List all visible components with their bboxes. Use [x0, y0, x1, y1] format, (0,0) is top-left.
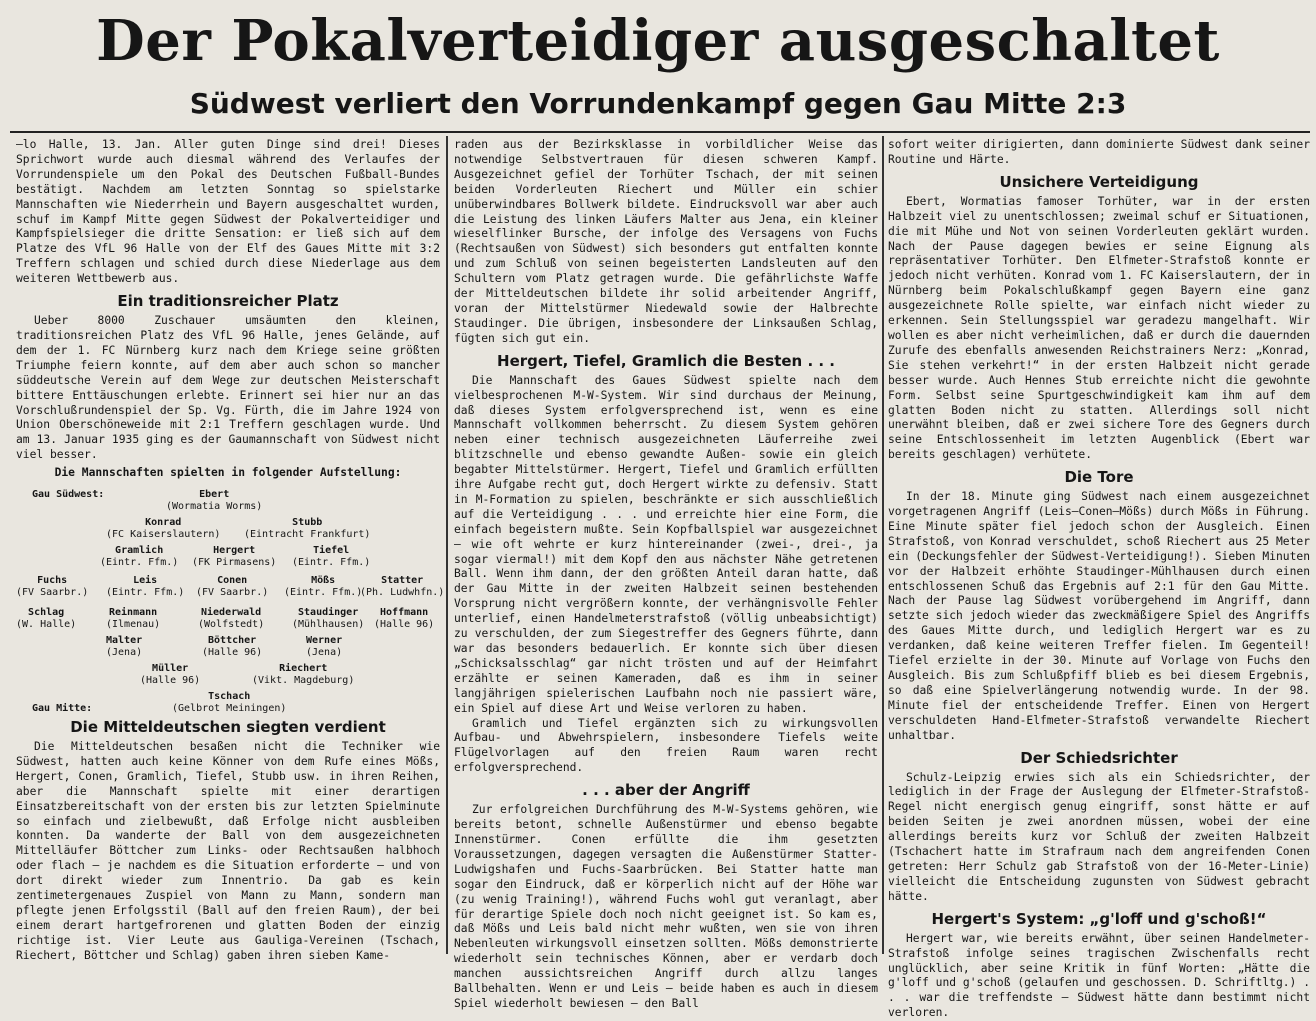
- player-club: (Jena): [306, 647, 343, 659]
- section-heading: Hergert's System: „g'loff und g'schoß!“: [931, 909, 1267, 928]
- column-rule-2: [882, 136, 884, 954]
- lineup-player: [16, 607, 76, 631]
- player-name: Statter: [381, 575, 424, 587]
- lineup-player: [16, 575, 88, 599]
- player-club: (Eintr. Ffm.): [292, 557, 371, 569]
- player-name: Reinmann: [109, 607, 158, 619]
- header-rule: [10, 131, 1310, 133]
- player-club: (Wolfstedt): [198, 619, 265, 631]
- player-club: (FV Saarbr.): [196, 587, 269, 599]
- article-paragraph: —lo Halle, 13. Jan. Aller guten Dinge sind drei! Dieses Sprichwort wurde auch diesmal während des Verlaufes der Vorrundenspiele um den Pokal des Deutschen Fußball-Bundes bestätigt. Nachdem am letzten Sonntag so spielstarke Mannschaften wie Niederrhein und Bayern ausgeschaltet wurden, schuf im Kampf Mitte gegen Südwest der Pokalverteidiger und Kampfspielsieger die dritte Sensation: er ließ sich auf dem Platze des VfL 96 Halle von der Elf des Gaues Mitte mit 3:2 Treffern schlagen und schied durch diese Niederlage aus dem weiteren Wettbewerb aus.: [16, 138, 440, 286]
- team-label-mitte: Gau Mitte:: [32, 703, 93, 715]
- player-name: Böttcher: [208, 635, 257, 647]
- player-name: Fuchs: [37, 575, 68, 587]
- article-paragraph: Ebert, Wormatias famoser Torhüter, war in der ersten Halbzeit viel zu unentschlossen; zweimal schuf er Situationen, die mit Mühe und Not von seinen Vorderleuten geklärt wurden. Nach der Pause dagegen bewies er seine Eignung als repräsentativer Torhüter. Den Elfmeter-Strafstoß konnte er jedoch nicht verhüten. Konrad vom 1. FC Kaiserslautern, der in Nürnberg beim Pokalschlußkampf gegen Bayern eine ganz ausgezeichnete Rolle spielte, war einfach nicht wieder zu erkennen. Sein Stellungsspiel war geradezu mangelhaft. Wir wollen es aber nicht verheimlichen, daß er durch die dauernden Zurufe des ebenfalls anwesenden Reichstrainers Nerz: „Konrad, Sie stehen verkehrt!“ in der ersten Halbzeit nicht gerade besser wurde. Auch Hennes Stub erreichte nicht die gewohnte Form. Selbst seine Spurtgeschwindigkeit kam ihm auf dem glatten Boden nicht zu statten. Allerdings soll nicht unerwähnt bleiben, daß er zwei sichere Tore des Gegners durch seine Entschlossenheit im letzten Augenblick (Ebert war bereits geschlagen) verhütete.: [888, 194, 1310, 462]
- player-name: Gramlich: [115, 545, 164, 557]
- player-name: Leis: [133, 575, 158, 587]
- lineup-player: [292, 545, 370, 569]
- player-club: (Wormatia Worms): [166, 501, 263, 513]
- player-club: (Eintracht Frankfurt): [244, 529, 371, 541]
- article-paragraph: Die Mitteldeutschen besaßen nicht die Techniker wie Südwest, hatten auch keine Könner von dem Rufe eines Mößs, Hergert, Conen, Gramlich, Tiefel, Stubb usw. in ihren Reihen, aber die Mannschaft spielte mit einer derartigen Einsatzbereitschaft von der ersten bis zur letzten Spielminute so einfach und zielbewußt, daß Erfolge nicht ausbleiben konnten. Da wanderte der Ball von dem ausgezeichneten Mittelläufer Böttcher zum Links- oder Rechtsaußen halbhoch oder flach — je nachdem es die Situation erforderte — und von dort direkt wieder zum Innentrio. Da gab es kein zentimetergenaues Zuspiel von Mann zu Mann, sondern man pflegte jenen Erfolgsstil (Ball auf den freien Raum), der bei einem derart hartgefrorenen und glatten Boden der einzig richtige ist. Vier Leute aus Gauliga-Vereinen (Tschach, Riechert, Böttcher und Schlag) gaben ihren sieben Kame-: [16, 740, 440, 962]
- lineup-player: [202, 635, 262, 659]
- lineup-player: [106, 517, 220, 541]
- player-club: (Ph. Ludwhfn.): [360, 587, 445, 599]
- column-1: [16, 138, 445, 962]
- article-paragraph: Die Mannschaft des Gaues Südwest spielte nach dem vielbesprochenen M-W-System. Wir sind durchaus der Meinung, daß dieses System erfolgversprechend ist, wenn es eine Mannschaft vollkommen beherrscht. Zu diesem System gehören neben einer technisch ausgezeichneten Läuferreihe zwei blitzschnelle und ebenso gewandte Außen- sowie ein gleich begabter Mittelstürmer. Hergert, Tiefel und Gramlich erfüllten ihre Aufgabe recht gut, doch Hergert wirkte zu defensiv. Statt in M-Formation zu spielen, beschränkte er sich ausschließlich auf die Verteidigung . . . und erreichte hier eine Form, die einfach begeistern mußte. Sein Kopfballspiel war ausgezeichnet — wie oft wehrte er kurz hintereinander (zwei-, drei-, ja sogar viermal!) mit dem Kopf den aus nächster Nähe getretenen Ball. Wenn ihm dann, der den größten Anteil daran hatte, daß der Gau Mitte in der zweiten Halbzeit seinen bestehenden Vorsprung nicht vergrößern konnte, der verhängnisvolle Fehler unterlief, einen Handelmeterstrafstoß (völlig unbeabsichtigt) zu verschulden, der zum Siegestreffer des Gegners führte, dann war das besonders bedauerlich. Er konnte sich über diesen „Schicksalsschlag“ gar nicht trösten und auf der Heimfahrt erzählte er seinen Kameraden, daß es ihm in seiner langjährigen spielerischen Laufbahn noch nie passiert wäre, ein Spiel auf diese Art und Weise verloren zu haben.: [454, 373, 878, 715]
- article-paragraph: Ueber 8000 Zuschauer umsäumten den kleinen, traditionsreichen Platz des VfL 96 Halle, jenes Gelände, auf dem der 1. FC Nürnberg kurz nach dem Kriege seine größten Triumphe feiern konnte, auf dem aber auch schon so mancher süddeutsche Verein auf dem Wege zur deutschen Meisterschaft bittere Enttäuschungen erlebte. Erinnert sei hier nur an das Vorschlußrundenspiel der Sp. Vg. Fürth, die im Jahre 1924 von Union Oberschöneweide mit 2:1 Treffern geschlagen wurde. Und am 13. Januar 1935 ging es der Gaumannschaft von Südwest nicht viel besser.: [16, 314, 440, 462]
- player-name: Niederwald: [201, 607, 262, 619]
- player-club: (Halle 96): [374, 619, 435, 631]
- lineup-player: [166, 489, 262, 513]
- player-name: Werner: [306, 635, 343, 647]
- lineup-player: [140, 663, 200, 687]
- lineup-intro: Die Mannschaften spielten in folgender Aufstellung:: [54, 466, 402, 480]
- lineup-player: [196, 575, 268, 599]
- lineup-player: [252, 663, 354, 687]
- column-rule-1: [446, 136, 448, 954]
- article-paragraph: Zur erfolgreichen Durchführung des M-W-Systems gehören, wie bereits betont, schnelle Außenstürmer und ebenso begabte Innenstürmer. Conen erfüllte die ihm gesetzten Voraussetzungen, dagegen versagten die Außenstürmer Statter-Ludwigshafen und Fuchs-Saarbrücken. Bei Statter hatte man sogar den Eindruck, daß er körperlich nicht auf der Höhe war (zu wenig Training!), während Fuchs wohl gut veranlagt, aber für derartige Spiele doch noch nicht geeignet ist. So kam es, daß Mößs und Leis bald nicht mehr wußten, wen sie von ihren Nebenleuten wirkungsvoll einsetzen sollten. Mößs demonstrierte wiederholt sein technisches Können, aber er verdarb doch manchen aussichtsreichen Angriff durch allzu langes Ballbehalten. Wenn er und Leis — beide haben es auch in diesem Spiel wiederholt bewiesen — den Ball: [454, 803, 878, 1010]
- lineup-player: [192, 545, 276, 569]
- player-club: (Eintr. Ffm.): [100, 557, 179, 569]
- player-club: (FK Pirmasens): [192, 557, 277, 569]
- player-club: (Mühlhausen): [292, 619, 365, 631]
- section-heading: Unsichere Verteidigung: [999, 172, 1199, 191]
- section-heading: . . . aber der Angriff: [582, 781, 750, 800]
- team-label-suedwest: Gau Südwest:: [32, 489, 105, 501]
- section-heading: Die Mitteldeutschen siegten verdient: [70, 718, 386, 737]
- player-club: (Eintr. Ffm.): [284, 587, 363, 599]
- player-club: (Ilmenau): [106, 619, 161, 631]
- player-name: Staudinger: [298, 607, 359, 619]
- headline: Der Pokalverteidiger ausgeschaltet: [96, 8, 1220, 74]
- player-name: Stubb: [292, 517, 323, 529]
- lineup-player: [198, 607, 264, 631]
- player-name: Hergert: [213, 545, 256, 557]
- player-club: (Halle 96): [202, 647, 263, 659]
- team-lineup: [16, 487, 445, 715]
- player-name: Konrad: [145, 517, 182, 529]
- player-club: (FC Kaiserslautern): [106, 529, 221, 541]
- player-name: Conen: [217, 575, 248, 587]
- lineup-player: [306, 635, 342, 659]
- player-name: Ebert: [199, 489, 230, 501]
- column-3: [888, 138, 1310, 1020]
- player-name: Mößs: [311, 575, 336, 587]
- lineup-player: [106, 607, 160, 631]
- player-name: Müller: [152, 663, 189, 675]
- section-heading: Der Schiedsrichter: [1020, 748, 1178, 767]
- player-name: Tiefel: [313, 545, 350, 557]
- lineup-player: [360, 575, 444, 599]
- article-paragraph: In der 18. Minute ging Südwest nach einem ausgezeichnet vorgetragenen Angriff (Leis—Conen—Mößs) durch Mößs in Führung. Eine Minute später fiel jedoch schon der Ausgleich. Einen Strafstoß, von Konrad verschuldet, schoß Riechert aus 25 Meter ein (Deckungsfehler der Südwest-Verteidigung!). Sieben Minuten vor der Halbzeit erhöhte Staudinger-Mühlhausen durch einen entschlossenen Schuß das Ergebnis auf 2:1 für den Gau Mitte. Nach der Pause lag Südwest vorübergehend im Angriff, dann setzte sich jedoch wieder das zweckmäßigere Spiel des Angriffs des Gaues Mitte durch, und lediglich Hergert war es zu verdanken, daß keine weiteren Treffer fielen. Im Gegenteil! Tiefel erzielte in der 30. Minute auf Vorlage von Fuchs den Ausgleich. Bis zum Schlußpfiff blieb es bei diesem Ergebnis, so daß eine Spielverlängerung notwendig wurde. In der 98. Minute fiel der entscheidende Treffer. Einen von Hergert verschuldeten Hand-Elfmeter-Strafstoß verwandelte Riechert unhaltbar.: [888, 490, 1310, 742]
- player-name: Malter: [106, 635, 143, 647]
- lineup-player: [244, 517, 370, 541]
- article-paragraph: Hergert war, wie bereits erwähnt, über seinen Handelmeter-Strafstoß infolge seines tragischen Zwischenfalls recht unglücklich, aber seine Kritik in fünf Worten: „Hätte die g'loff und g'schoß (gelaufen und geschossen. D. Schriftltg.) . . . war die treffendste — Südwest hätte dann bestimmt nicht verloren.: [888, 931, 1310, 1020]
- article-paragraph: Schulz-Leipzig erwies sich als ein Schiedsrichter, der lediglich in der Frage der Auslegung der Elfmeter-Strafstoß-Regel nicht energisch genug eingriff, sonst hätte er auf beiden Seiten je zwei anordnen müssen, wobei der eine allerdings bereits kurz vor Schluß der zweiten Halbzeit (Tschachert hatte im Strafraum nach dem angreifenden Conen getreten: Herr Schulz gab Strafstoß von der 16-Meter-Linie) vielleicht die Entscheidung zugunsten von Südwest gebracht hätte.: [888, 770, 1310, 903]
- section-heading: Hergert, Tiefel, Gramlich die Besten . . .: [497, 351, 835, 370]
- article-paragraph: Gramlich und Tiefel ergänzten sich zu wirkungsvollen Aufbau- und Abwehrspielern, insbesondere Tiefels weite Flügelvorlagen auf den freien Raum waren recht erfolgversprechend.: [454, 716, 878, 775]
- article-paragraph: sofort weiter dirigierten, dann dominierte Südwest dank seiner Routine und Härte.: [888, 138, 1310, 166]
- player-club: (Vikt. Magdeburg): [252, 675, 355, 687]
- player-club: (Gelbrot Meiningen): [172, 703, 287, 715]
- player-name: Schlag: [28, 607, 65, 619]
- lineup-player: [374, 607, 434, 631]
- lineup-player: [292, 607, 364, 631]
- subheadline: Südwest verliert den Vorrundenkampf gegen Gau Mitte 2:3: [189, 87, 1127, 120]
- article-paragraph: raden aus der Bezirksklasse in vorbildlicher Weise das notwendige Selbstvertrauen für diesen schweren Kampf. Ausgezeichnet gefiel der Torhüter Tschach, der mit seinen beiden Vorderleuten Riechert und Müller ein schier unüberwindbares Bollwerk bildete. Eindrucksvoll war aber auch die Leistung des linken Läufers Malter aus Jena, ein kleiner wieselflinker Bursche, der infolge des Versagens von Fuchs (Rechtsaußen von Südwest) sich besonders gut entfalten konnte und zum Schluß von seinen begeisterten Landsleuten auf den Schultern vom Platz getragen wurde. Die gefährlichste Waffe der Mitteldeutschen bildete ihr solid arbeitender Angriff, voran der Mittelstürmer Niedewald sowie der Halbrechte Staudinger. Die übrigen, insbesondere der Linksaußen Schlag, fügten sich gut ein.: [454, 138, 878, 345]
- lineup-player: [100, 545, 178, 569]
- player-name: Riechert: [279, 663, 328, 675]
- lineup-player: [106, 635, 142, 659]
- lineup-player: [284, 575, 362, 599]
- player-club: (Eintr. Ffm.): [106, 587, 185, 599]
- section-heading: Ein traditionsreicher Platz: [117, 292, 339, 311]
- player-club: (FV Saarbr.): [16, 587, 89, 599]
- player-name: Tschach: [208, 691, 251, 703]
- player-club: (Halle 96): [140, 675, 201, 687]
- section-heading: Die Tore: [1064, 468, 1134, 487]
- player-name: Hoffmann: [380, 607, 429, 619]
- player-club: (W. Halle): [16, 619, 77, 631]
- column-2: [454, 138, 878, 1010]
- lineup-player: [106, 575, 184, 599]
- lineup-player: [172, 691, 286, 715]
- player-club: (Jena): [106, 647, 143, 659]
